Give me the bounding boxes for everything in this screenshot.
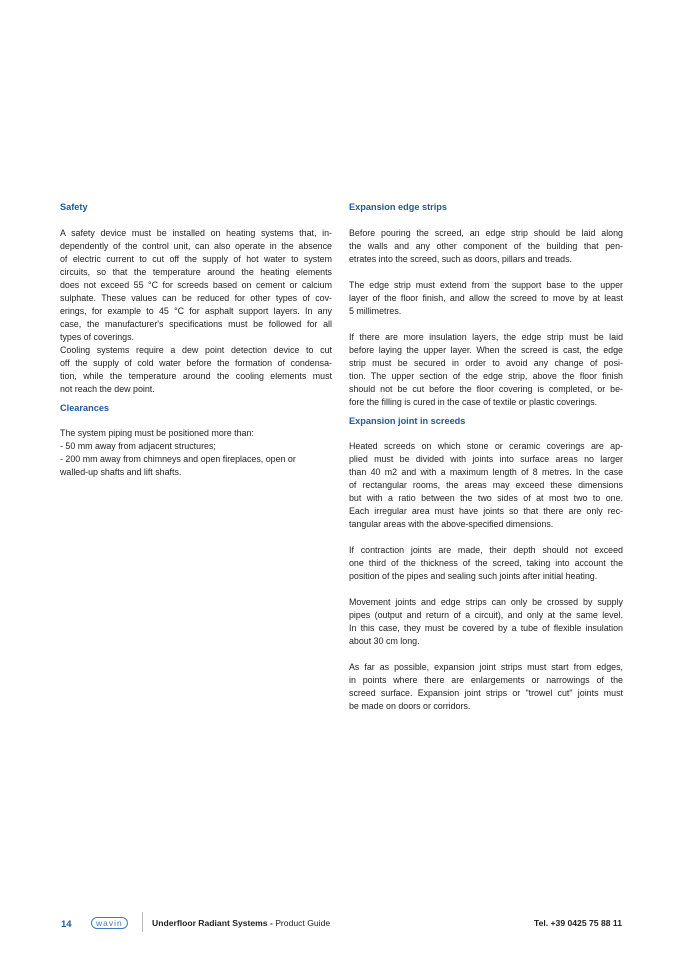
heading-safety: Safety [60,202,88,212]
text-line: erings, for example to 45 °C for asphalt support layers. In any [60,306,332,316]
paragraph [60,227,332,344]
text-line: Before pouring the screed, an edge strip should be laid along [349,228,623,238]
text-line: - 50 mm away from adjacent structures; [60,441,216,451]
text-line: be made on doors or corridors. [349,701,471,711]
footer-title-bold: Underfloor Radiant Systems - [152,918,273,928]
text-line: pipes (output and return of a circuit), and only at the same level. [349,610,623,620]
text-line: of rectangular rooms, the areas may exceed these dimensions [349,480,623,490]
text-line: If there are more insulation layers, the edge strip must be laid [349,332,623,342]
text-line: Movement joints and edge strips can only be crossed by supply [349,597,623,607]
heading-clearances: Clearances [60,403,110,413]
text-line: If contraction joints are made, their depth should not exceed [349,545,623,555]
text-line: screed surface. Expansion joint strips or "trowel cut" joints must [349,688,623,698]
text-line: etrates into the screed, such as doors, pillars and treads. [349,254,572,264]
paragraph [349,331,623,409]
text-line: Heated screeds on which stone or ceramic coverings are ap- [349,441,623,451]
text-line: about 30 cm long. [349,636,420,646]
text-line: strip must be secured in order to avoid any change of posi- [349,358,623,368]
text-line: one third of the thickness of the screed, taking into account the [349,558,623,568]
text-line: Each irregular area must have joints so that there are only rec- [349,506,623,516]
footer-title [152,918,330,928]
text-line: A safety device must be installed on heating systems that, in- [60,228,332,238]
footer-telephone: Tel. +39 0425 75 88 11 [533,918,622,928]
paragraph [349,596,623,648]
text-line: The system piping must be positioned more than: [60,428,254,438]
footer-title-rest: Product Guide [272,918,331,928]
text-line: tion, while the temperature around the cooling elements must [60,371,332,381]
text-line: - 200 mm away from chimneys and open fireplaces, open or [60,454,296,464]
text-line: tangular areas with the above-specified dimensions. [349,519,554,529]
text-line: plied must be divided with joints into surface areas no larger [349,454,623,464]
text-line: 5 millimetres. [349,306,402,316]
text-line: case, the manufacturer's specifications must be followed for all [60,319,332,329]
text-line: types of coverings. [60,332,134,342]
text-line: fore the filling is cured in the case of textile or plastic coverings. [349,397,598,407]
paragraph [349,544,623,583]
paragraph [60,344,332,396]
text-line: sulphate. These values can be reduced for other types of cov- [60,293,332,303]
text-line: but with a ratio between the two sides of at most two to one. [349,493,623,503]
paragraph [349,227,623,266]
text-line: of electric current to cut off the supply of hot water to system [60,254,332,264]
text-line: should not be cut before the floor covering is completed, or be- [349,384,623,394]
page-footer [0,915,678,935]
text-line: layer of the floor finish, and allow the screed to move by at least [349,293,623,303]
paragraph [349,440,623,531]
text-line: off the supply of cold water before the formation of condensa- [60,358,332,368]
text-line: the walls and any other component of the building that pen- [349,241,623,251]
text-line: Cooling systems require a dew point detection device to cut [60,345,332,355]
paragraph [60,427,332,479]
page-number: 14 [61,919,72,930]
text-line: walled-up shafts and lift shafts. [60,467,182,477]
heading-expansion-joint: Expansion joint in screeds [349,416,466,426]
text-line: In this case, they must be covered by a tube of flexible insulation [349,623,623,633]
heading-expansion-edge-strips: Expansion edge strips [349,202,448,212]
text-line: does not exceed 55 °C for screeds based on cement or calcium [60,280,332,290]
text-line: circuits, so that the temperature around the heating elements [60,267,332,277]
footer-divider [142,912,143,932]
text-line: than 40 m2 and with a maximum length of 8 metres. In the case [349,467,623,477]
paragraph [349,279,623,318]
text-line: before laying the upper layer. When the screed is cast, the edge [349,345,623,355]
text-line: position of the pipes and sealing such joints after initial heating. [349,571,598,581]
text-line: dependently of the control unit, can also operate in the absence [60,241,332,251]
wavin-logo: wavin [91,917,128,929]
text-line: not reach the dew point. [60,384,155,394]
text-line: As far as possible, expansion joint strips must start from edges, [349,662,623,672]
text-line: in points where there are enlargements or narrowings of the [349,675,623,685]
paragraph [349,661,623,713]
text-line: tion. The upper section of the edge strip, above the floor finish [349,371,623,381]
text-line: The edge strip must extend from the support base to the upper [349,280,623,290]
